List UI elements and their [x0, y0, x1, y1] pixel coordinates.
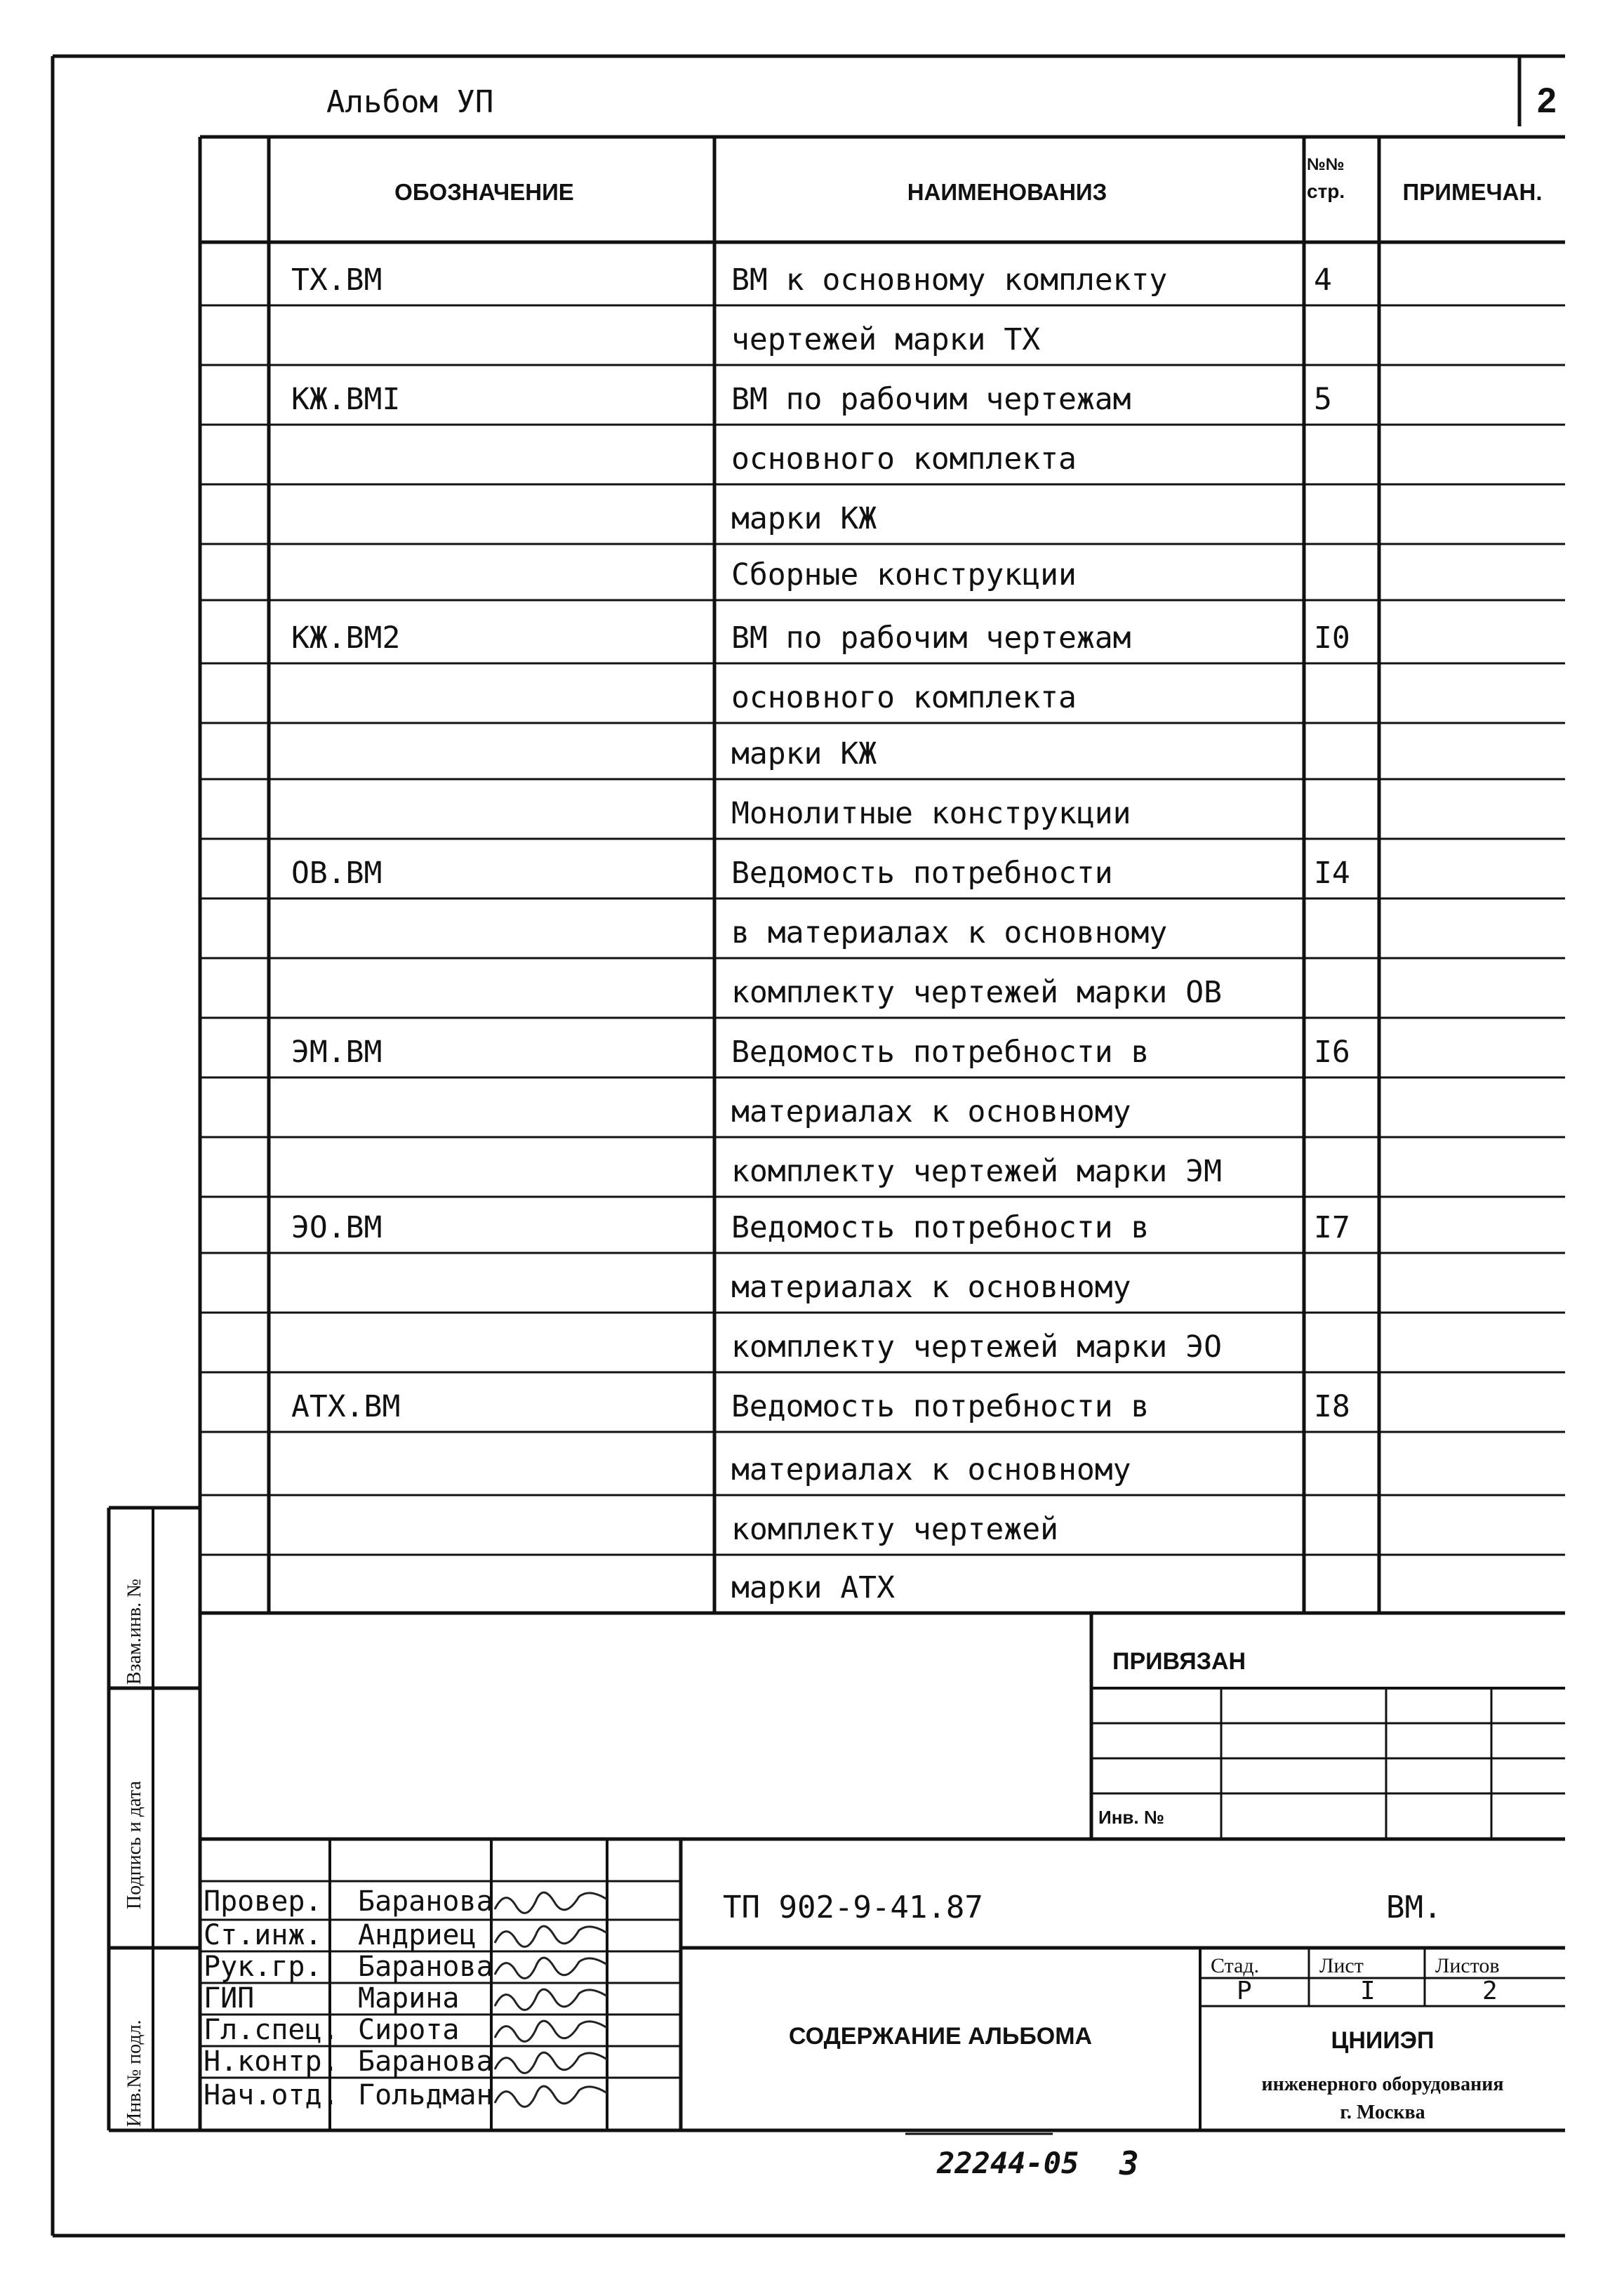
privyazan-inv-label: Инв. № — [1098, 1807, 1164, 1828]
row-name: комплекту чертежей марки ЭО — [731, 1329, 1222, 1365]
signature-role: ГИП — [204, 1982, 255, 2015]
row-designation: ЭО.ВМ — [291, 1210, 382, 1245]
signature-name: Андриец — [358, 1919, 477, 1951]
row-page: I0 — [1314, 621, 1350, 656]
org-line-3: г. Москва — [1340, 2102, 1425, 2123]
signature-name: Марина — [358, 1982, 460, 2015]
row-name: материалах к основному — [731, 1452, 1131, 1487]
row-name: комплекту чертежей — [731, 1512, 1058, 1547]
row-name: материалах к основному — [731, 1094, 1131, 1129]
row-page: I6 — [1314, 1035, 1350, 1070]
header-page-abbrev: стр. — [1307, 180, 1345, 202]
row-name: Ведомость потребности в — [731, 1035, 1150, 1070]
row-designation: АТХ.ВМ — [291, 1389, 401, 1424]
page-index: 3 — [1119, 2144, 1139, 2182]
table-row — [731, 736, 877, 771]
signature-role: Провер. — [204, 1885, 322, 1918]
stamp-vzam-inv: Взам.инв. № — [124, 1579, 145, 1685]
signature-name: Баранова — [358, 1885, 493, 1918]
row-name: ВМ по рабочим чертежам — [731, 382, 1131, 417]
sheet-number: 2 — [1537, 81, 1557, 120]
org-line-2: инженерного оборудования — [1261, 2073, 1504, 2095]
table-row — [731, 915, 1167, 950]
row-name: марки КЖ — [731, 736, 877, 771]
album-title: Альбом УП — [326, 84, 494, 120]
table-row — [731, 680, 1077, 715]
row-designation: ТХ.ВМ — [291, 263, 382, 298]
signature-name: Гольдман — [358, 2079, 493, 2111]
header-name: НАИМЕНОВАНИЗ — [907, 179, 1107, 205]
row-page: I8 — [1314, 1389, 1350, 1424]
table-row — [731, 442, 1077, 477]
stage-label: Стад. — [1211, 1954, 1260, 1977]
row-name: ВМ по рабочим чертежам — [731, 621, 1131, 656]
table-row — [731, 1512, 1058, 1547]
signature-role: Гл.спец. — [204, 2014, 339, 2046]
header-page-number: №№ — [1307, 155, 1345, 174]
stamp-podpis-data: Подпись и дата — [124, 1781, 145, 1909]
project-code: ТП 902-9-41.87 — [723, 1890, 983, 1925]
doc-mark: ВМ. — [1386, 1890, 1442, 1925]
row-page: 5 — [1314, 382, 1332, 417]
row-name: материалах к основному — [731, 1270, 1131, 1305]
signature-role: Рук.гр. — [204, 1951, 322, 1983]
sheets-label: Листов — [1435, 1954, 1500, 1977]
table-row — [731, 1329, 1222, 1365]
signature-name: Баранова — [358, 2045, 493, 2078]
row-name: комплекту чертежей марки ЭМ — [731, 1154, 1222, 1189]
row-name: ВМ к основному комплекту — [731, 263, 1168, 298]
doc-title: СОДЕРЖАНИЕ АЛЬБОМА — [788, 2023, 1093, 2050]
row-page: 4 — [1314, 263, 1332, 298]
table-row — [731, 1094, 1131, 1129]
row-name: Сборные конструкции — [731, 557, 1077, 592]
table-row — [731, 501, 877, 536]
table-row — [731, 557, 1077, 592]
table-row — [731, 975, 1222, 1010]
stage-value: Р — [1237, 1977, 1252, 2005]
row-designation: ОВ.ВМ — [291, 856, 382, 891]
signature-role: Ст.инж. — [204, 1919, 322, 1951]
row-designation: КЖ.ВМ2 — [291, 621, 401, 656]
row-name: чертежей марки ТХ — [731, 322, 1041, 357]
table-row — [731, 322, 1040, 357]
row-designation: ЭМ.ВМ — [291, 1035, 382, 1070]
table-row — [731, 1570, 895, 1605]
signature-role: Нач.отд. — [204, 2079, 339, 2111]
signature-name: Баранова — [358, 1951, 493, 1983]
row-name: марки АТХ — [731, 1570, 895, 1605]
row-designation: КЖ.ВМI — [291, 382, 401, 417]
table-row — [731, 1452, 1131, 1487]
privyazan-title: ПРИВЯЗАН — [1112, 1648, 1246, 1675]
table-row — [731, 796, 1131, 831]
signature-name: Сирота — [358, 2014, 460, 2046]
stamp-inv-podl: Инв.№ подл. — [124, 2019, 145, 2127]
sheets-value: 2 — [1482, 1977, 1498, 2005]
row-name: Ведомость потребности в — [731, 1389, 1150, 1424]
signature-role: Н.контр. — [204, 2045, 339, 2078]
row-page: I7 — [1314, 1210, 1350, 1245]
table-row — [731, 1154, 1222, 1189]
table-row — [731, 1270, 1131, 1305]
row-name: Ведомость потребности в — [731, 1210, 1150, 1245]
archive-number: 22244-05 — [937, 2146, 1079, 2180]
header-designation: ОБОЗНАЧЕНИЕ — [394, 179, 574, 205]
row-name: Монолитные конструкции — [731, 796, 1131, 831]
row-name: комплекту чертежей марки ОВ — [731, 975, 1222, 1010]
row-name: основного комплекта — [731, 680, 1077, 715]
row-name: в материалах к основному — [731, 915, 1168, 950]
org-name: ЦНИИЭП — [1331, 2027, 1435, 2054]
sheet-value: I — [1360, 1977, 1376, 2005]
row-name: Ведомость потребности — [731, 856, 1113, 891]
sheet-label: Лист — [1319, 1954, 1364, 1977]
header-note: ПРИМЕЧАН. — [1402, 179, 1543, 205]
row-name: марки КЖ — [731, 501, 877, 536]
row-page: I4 — [1314, 856, 1350, 891]
row-name: основного комплекта — [731, 442, 1077, 477]
